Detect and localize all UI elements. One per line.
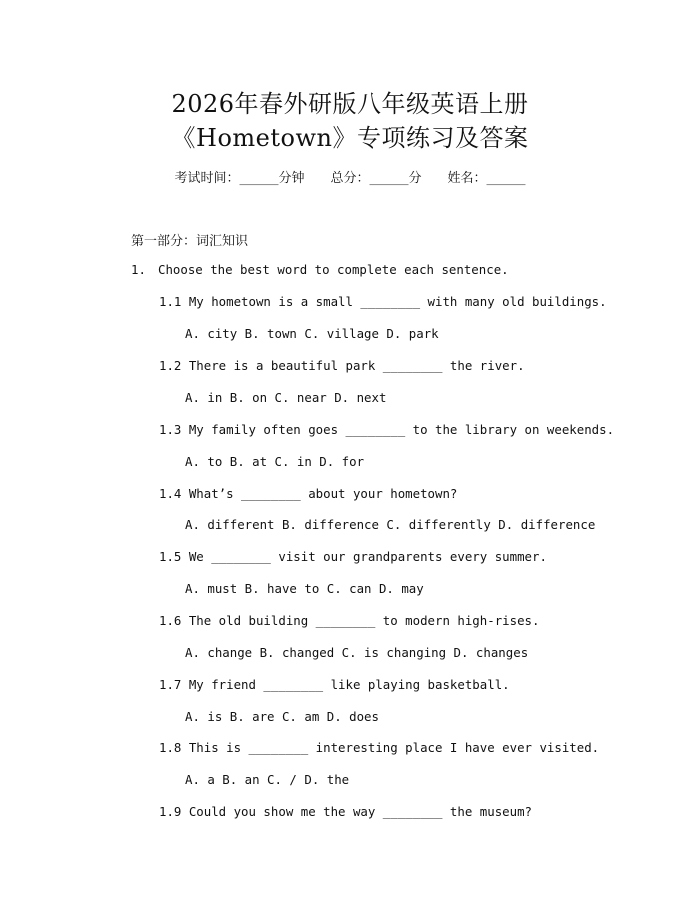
question-1-5: 1.5 We ________ visit our grandparents every summer.	[159, 549, 547, 564]
main-question-text: Choose the best word to complete each sentence.	[158, 262, 509, 277]
question-1-6: 1.6 The old building ________ to modern high-rises.	[159, 613, 540, 628]
exam-time-field: 考试时间：______分钟	[174, 171, 305, 186]
question-1-8: 1.8 This is ________ interesting place I have ever visited.	[159, 740, 600, 755]
question-1-9: 1.9 Could you show me the way ________ the museum?	[159, 804, 532, 819]
question-1-7: 1.7 My friend ________ like playing basketball.	[159, 677, 510, 692]
options-1-3: A. to B. at C. in D. for	[185, 454, 365, 469]
options-1-4: A. different B. difference C. differently D. difference	[185, 517, 596, 532]
options-1-2: A. in B. on C. near D. next	[185, 390, 387, 405]
main-question	[131, 262, 509, 277]
question-1-3: 1.3 My family often goes ________ to the library on weekends.	[159, 422, 615, 437]
exam-meta	[0, 167, 700, 186]
options-1-5: A. must B. have to C. can D. may	[185, 581, 424, 596]
question-1-1: 1.1 My hometown is a small ________ with many old buildings.	[159, 294, 607, 309]
question-1-4: 1.4 What’s ________ about your hometown?	[159, 486, 458, 501]
section-title: 第一部分：词汇知识	[131, 234, 249, 249]
options-1-7: A. is B. are C. am D. does	[185, 709, 379, 724]
main-question-number: 1.	[131, 262, 146, 277]
options-1-8: A. a B. an C. / D. the	[185, 772, 350, 787]
student-name-field: 姓名：______	[447, 171, 526, 186]
options-1-1: A. city B. town C. village D. park	[185, 326, 439, 341]
page-subtitle: 《Hometown》专项练习及答案	[171, 124, 529, 152]
total-score-field: 总分：______分	[330, 171, 422, 186]
options-1-6: A. change B. changed C. is changing D. changes	[185, 645, 529, 660]
question-1-2: 1.2 There is a beautiful park ________ the river.	[159, 358, 525, 373]
page-title: 2026年春外研版八年级英语上册	[171, 90, 529, 118]
